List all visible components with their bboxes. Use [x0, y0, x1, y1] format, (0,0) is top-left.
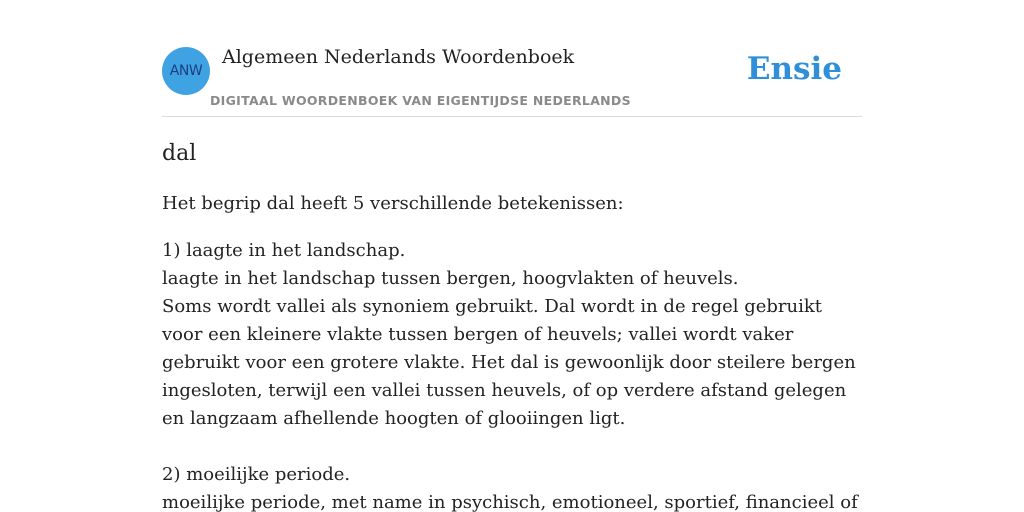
- site-header: [162, 46, 862, 117]
- anw-logo[interactable]: [162, 47, 210, 95]
- ensie-logo-link[interactable]: Ensie: [746, 51, 842, 87]
- meaning-definition: laagte in het landschap tussen bergen, hoogvlakten of heuvels.: [162, 268, 739, 289]
- site-title[interactable]: Algemeen Nederlands Woordenboek: [222, 46, 575, 68]
- entry-word: dal: [162, 141, 197, 166]
- site-subtitle: DIGITAAL WOORDENBOEK VAN EIGENTIJDSE NEDERLANDS: [210, 93, 631, 108]
- logo-text: ANW: [169, 63, 203, 79]
- meaning-item: [162, 461, 862, 512]
- meaning-definition: moeilijke periode, met name in psychisch, emotioneel, sportief, financieel of: [162, 492, 858, 512]
- meaning-heading: 2) moeilijke periode.: [162, 464, 351, 485]
- meaning-heading: 1) laagte in het landschap.: [162, 240, 406, 261]
- entry-intro: Het begrip dal heeft 5 verschillende betekenissen:: [162, 193, 624, 214]
- meaning-item: [162, 237, 862, 433]
- entry-content: [162, 138, 862, 512]
- meaning-note: Soms wordt vallei als synoniem gebruikt. Dal wordt in de regel gebruikt voor een kleinere vlakte tussen bergen of heuvels; vallei wordt vaker gebruikt voor een grotere vlakte. Het dal is gewoonlijk door steilere bergen ingesloten, terwijl een vallei tussen heuvels, of op verdere afstand gelegen en langzaam afhellende hoogten of glooiingen ligt.: [162, 296, 856, 429]
